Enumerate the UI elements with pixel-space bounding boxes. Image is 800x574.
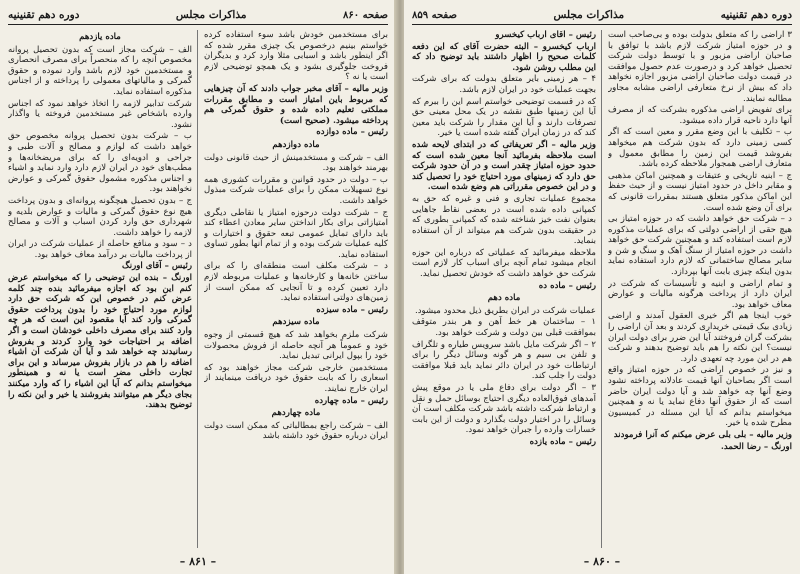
speaker-line: رئیس – ماده چهارده: [314, 395, 388, 406]
speaker-line: اورنگ – رضا الحمد.: [720, 441, 792, 452]
speaker-line: ارباب کیخسرو – البته حضرت آقای که این دفعه کلمات صحیح را اظهار داشتند باید توضیح داد که این مطلب روشن شود.: [412, 41, 596, 73]
left-page-column-left: [8, 30, 192, 548]
paragraph: الف – شرکت و مستخدمینش از حیث قانونی دولت بهرمند خواهند بود.: [204, 152, 388, 174]
paragraph: مستخدمین خارجی شرکت مجاز خواهند بود که اسعاری را که بابت حقوق خود دریافت مینمایند از ایران خارج نمایند.: [204, 362, 388, 394]
paragraph: الف – شرکت مجاز است که بدون تحصیل پروانه مخصوص آنچه را که منحصراً برای مصرف انحصاری و مستخدمین خود لازم باشد وارد نموده و حقوق گمرکی و مالیاتهای معمولی را پرداخته و از اجناس مذکوره استفاده نماید.: [8, 44, 192, 97]
paragraph: که در قسمت توضیحی خواستم اسم این را ببرم که آیا این زمینها طبق نقشه در یک محل معینی حق تصرفات دارند و آیا این مقدار را شرکت باید معین کند که در زمان ایران گفته شده است یا خیر.: [412, 96, 596, 139]
right-page-column-right: [608, 30, 792, 548]
article-heading: ماده چهاردهم: [271, 408, 321, 419]
article-heading: ماده سیزدهم: [272, 317, 320, 328]
left-page-header: [8, 6, 388, 25]
paragraph: شرکت تدابیر لازمه را اتخاذ خواهد نمود که اجناس وارده باشخاص غیر مستخدمین فروخته یا واگذار نشود.: [8, 98, 192, 130]
paragraph: ب – شرکت بدون تحصیل پروانه مخصوص حق خواهد داشت که لوازم و مصالح و آلات طبی و جراحی و ادویه‌ای را که برای مریضخانه‌ها و مطب‌های خود در ایران لازم دارد وارد نماید و اشیاء و اجناس مذکوره مشمول حقوق گمرکی و عوارض نخواهند بود.: [8, 131, 192, 195]
speaker-line: رئیس – ماده یازده: [529, 436, 596, 447]
column-divider: [197, 30, 198, 548]
left-page-footer-number: – ۸۶۱ –: [179, 555, 217, 568]
paragraph: الف – شرکت راجع بمطالباتی که ممکن است دولت ایران درباره حقوق خود داشته باشد: [204, 420, 388, 442]
paragraph: ج – ابنیه تاریخی و عتیقات و همچنین اماکن مذهبی و مقابر داخل در حدود امتیاز نیست و از حیث حفظ این اماکن مذکور متعلق هستند بمقررات قانونی که برای آن وضع شده است.: [608, 170, 792, 213]
right-page-header: [412, 6, 792, 25]
speaker-line: اورنگ – بنده این توضیحی را که میخواستم عرض کنم این بود که اجازه میفرمائید بنده چند کلمه عرض کنم در خصوص این که شرکت حق دارد لوازم مورد احتیاج خود را بدون پرداخت حقوق گمرکی وارد کند آیا مقصود این است که هر چه وارد کنند برای مصرف داخلی خودشان است و اگر اضافه بر احتیاجات خود وارد کردند و بفروش رسانیدند چه خواهد شد و آیا آن شرکت آن اشیاء اضافه را هم در بازار بفروش میرساند و این برای تجارت داخلی مضر است یا نه و همینطور میخواستم بدانم که آیا این اشیاء را که وارد میکنند بجای دیگر هم میتوانند بفروشند یا خیر و این نکته را توضیح بدهند.: [8, 273, 192, 411]
paragraph: د – سود و منافع حاصله از عملیات شرکت در ایران از پرداخت مالیات بر درآمد معاف خواهد بود.: [8, 239, 192, 260]
left-page-number: صفحه ۸۶۰: [343, 9, 388, 21]
speaker-line: وزیر مالیه – آقای مخبر جواب دادند که آن چیزهایی که مربوط باین امتیاز است و مطابق مقررات مملکتی تعلیم داده شده و حقوق گمرکی هم پرداخته میشود. (صحیح است): [204, 83, 388, 126]
paragraph: ج – شرکت دولت درحوزه امتیاز یا نقاطی دیگری امتیازاتی برای بکار انداختن سایر معادن اعطاء کند باید دارای تمایل عمومی تبعه حقوق و اختیارات و کلیه عملیات شرکت بوده و از تمام آنها بطور تساوی استفاده نماید.: [204, 207, 388, 260]
speaker-line: وزیر مالیه – اگر تعریفاتی که در ابتدای لایحه شده است ملاحظه بفرمائید آنجا معین شده است که حدود حوزه امتیاز چقدر است و در آن حدود شرکت حق دارد که زمینهای مورد احتیاج خود را تحصیل کند و در این خصوص مقرراتی هم وضع شده است.: [412, 139, 596, 193]
article-heading: ماده دهم: [487, 293, 521, 304]
paragraph: ب – تکلیف با این وضع مقرر و معین است که اگر کسی زمینی دارد که بدون شرکت هم میخواهد بفروشد قیمت این زمین را مطابق معمول و متعارف اراضی همجوار ملاحظه کرده باشد.: [608, 127, 792, 170]
paragraph: ج – بدون تحصیل هیچگونه پروانه‌ای و بدون پرداخت هیچ نوع حقوق گمرکی و مالیات و عوارض بلدیه و شهرداری حق وارد کردن اسباب و آلات و مصالح لازمه را خواهد داشت.: [8, 195, 192, 238]
paragraph: ۳ – اگر دولت برای دفاع ملی یا در موقع پیش آمدهای فوق‌العاده دیگری احتیاج بوسائل حمل و نقل و ارتباط شرکت داشته باشد شرکت مکلف است آن وسائل را در اختیار دولت بگذارد و دولت از این بابت خسارات وارده را جبران خواهد نمود.: [412, 383, 596, 436]
paragraph: شرکت ملزم بخواهد شد که هیچ قسمتی از وجوه خود و عموماً هر آنچه حاصله از فروش محصولات خود را بپول ایرانی تبدیل نماید.: [204, 330, 388, 362]
paragraph: ۴ – هر زمینی بایر متعلق بدولت که برای شرکت بجهت عملیات خود در ایران لازم باشد.: [412, 74, 596, 95]
right-page-title: مذاکرات مجلس: [553, 9, 625, 21]
paragraph: مجموع عملیات تجاری و فنی و غیره که حق به کمپانی داده شده است در بعضی نقاط جاهایی بعنوان نفت خیز شناخته شده که کمپانی بطوری که در حقیقت بدون شرکت هم میتواند از آن استفاده بنماید.: [412, 193, 596, 247]
column-divider: [601, 30, 602, 548]
speaker-line: رئیس – آقای اورنگ: [122, 261, 192, 272]
speaker-line: رئیس – آقای ارباب کیخسرو: [495, 30, 596, 40]
paragraph: ب – دولت در حدود قوانین و مقررات کشوری همه نوع تسهیلات ممکن را برای عملیات شرکت مبذول خواهد داشت.: [204, 174, 388, 206]
right-page-footer-number: – ۸۶۰ –: [583, 555, 621, 568]
paragraph: برای مستخدمین خودش باشد سوء استفاده کرده خواستم بینیم درخصوص یک چیزی مقرر شده که اگر اینطور باشد و اسبابی مثلا وارد کرد و بدیگران فروخت جلوگیری بشود و یک همچو توضیحی لازم است یا نه ؟: [204, 30, 388, 83]
paragraph: ۳ اراضی را که متعلق بدولت بوده و بی‌صاحب است و در حوزه امتیاز شرکت لازم باشد با توافق با صاحبان اراضی مزبور و با توسط دولت شرکت تحصیل خواهد کرد و درصورت عدم حصول موافقت در قیمت دولت صاحبان اراضی مزبور اجازه نخواهد داد که بیش از نرخ متعارفی اراضی مشابه مجاور مطالبه نمایند.: [608, 30, 792, 104]
speaker-line: رئیس – ماده سیزده: [316, 304, 388, 315]
right-page-number: صفحه ۸۵۹: [412, 9, 457, 21]
right-page: [404, 0, 800, 574]
paragraph: برای تفویض اراضی مذکوره بشرکت که از مصرف آنها دارد ناحیه قرار داده میشود.: [608, 105, 792, 126]
paragraph: د – شرکت مکلف است منطقه‌ای را که برای ساختن خانه‌ها و کارخانه‌ها و عملیات مربوطه لازم دارد تعیین کرده و تا آنجایی که ممکن است از زمین‌های دولتی استفاده نماید.: [204, 261, 388, 304]
paragraph: ۲ – اگر شرکت مایل باشد سرویس طیاره و تلگراف و تلفن بی سیم و هر گونه وسائل دیگر را برای ارتباطات خود در ایران دائر نماید باید قبلا موافقت دولت را جلب کند.: [412, 339, 596, 382]
paragraph: ۱ – ساختمان هر خط آهن و هر بندر متوقف بموافقت قبلی بین دولت و شرکت خواهد بود.: [412, 317, 596, 339]
paragraph: و نیز در خصوص اراضی که در حوزه امتیاز واقع است اگر بصاحبان آنها قیمت عادلانه پرداخته نشود وضع آنها چه خواهد شد و آیا دولت ایران حاضر است که از حقوق آنها دفاع نماید یا نه و همچنین میخواستم بدانم که آیا این مسئله در کمیسیون مطرح شده یا خیر.: [608, 365, 792, 429]
left-page-title: مذاکرات مجلس: [175, 9, 247, 21]
paragraph: د – شرکت حق خواهد داشت که در حوزه امتیاز بی هیچ حقی از اراضی دولتی که برای عملیات مذکوره لازم است استفاده کند و همچنین شرکت حق خواهد داشت در حوزه امتیاز از سنگ آهک و سنگ و شن و سایر مصالح ساختمانی که لازم دارد استفاده نماید بدون اینکه چیزی بابت آنها بپردازد.: [608, 214, 792, 278]
speaker-line: وزیر مالیه – بلی بلی عرض میکنم که آنرا فرمودند: [613, 429, 792, 440]
left-page-column-right: [204, 30, 388, 548]
article-heading: ماده یازدهم: [79, 32, 121, 42]
right-page-session: دوره دهم تقنينيه: [720, 9, 792, 21]
speaker-line: رئیس – ماده ده: [538, 280, 596, 291]
left-page: [0, 0, 396, 574]
paragraph: عملیات شرکت در ایران بطریق ذیل محدود میشود.: [414, 305, 596, 316]
speaker-line: رئیس – ماده دوازده: [316, 127, 388, 138]
article-heading: ماده دوازدهم: [272, 139, 320, 150]
paragraph: ملاحظه میفرمائید که عملیاتی که درباره این حوزه انجام میشود تمام آنچه برای اسباب کار لازم است شرکت حق خواهد داشت که خودش تحصیل نماید.: [412, 247, 596, 280]
paragraph: خوب اینجا هم اگر خیری العقول آمدند و اراضی زیادی بیک قیمتی خریداری کردند و بعد آن اراضی را بشرکت گران فروختند آیا این ضرر برای دولت ایران نیست؟ این نکته را هم باید توضیح بدهند و شرکت هم در این مورد چه تعهدی دارد.: [608, 311, 792, 364]
paragraph: و تمام اراضی و ابنیه و تأسیسات که شرکت در ایران دارد از پرداخت هرگونه مالیات و عوارض معاف خواهد بود.: [608, 278, 792, 310]
left-page-session: دوره دهم تقنينيه: [8, 9, 80, 21]
right-page-column-left: [412, 30, 596, 548]
